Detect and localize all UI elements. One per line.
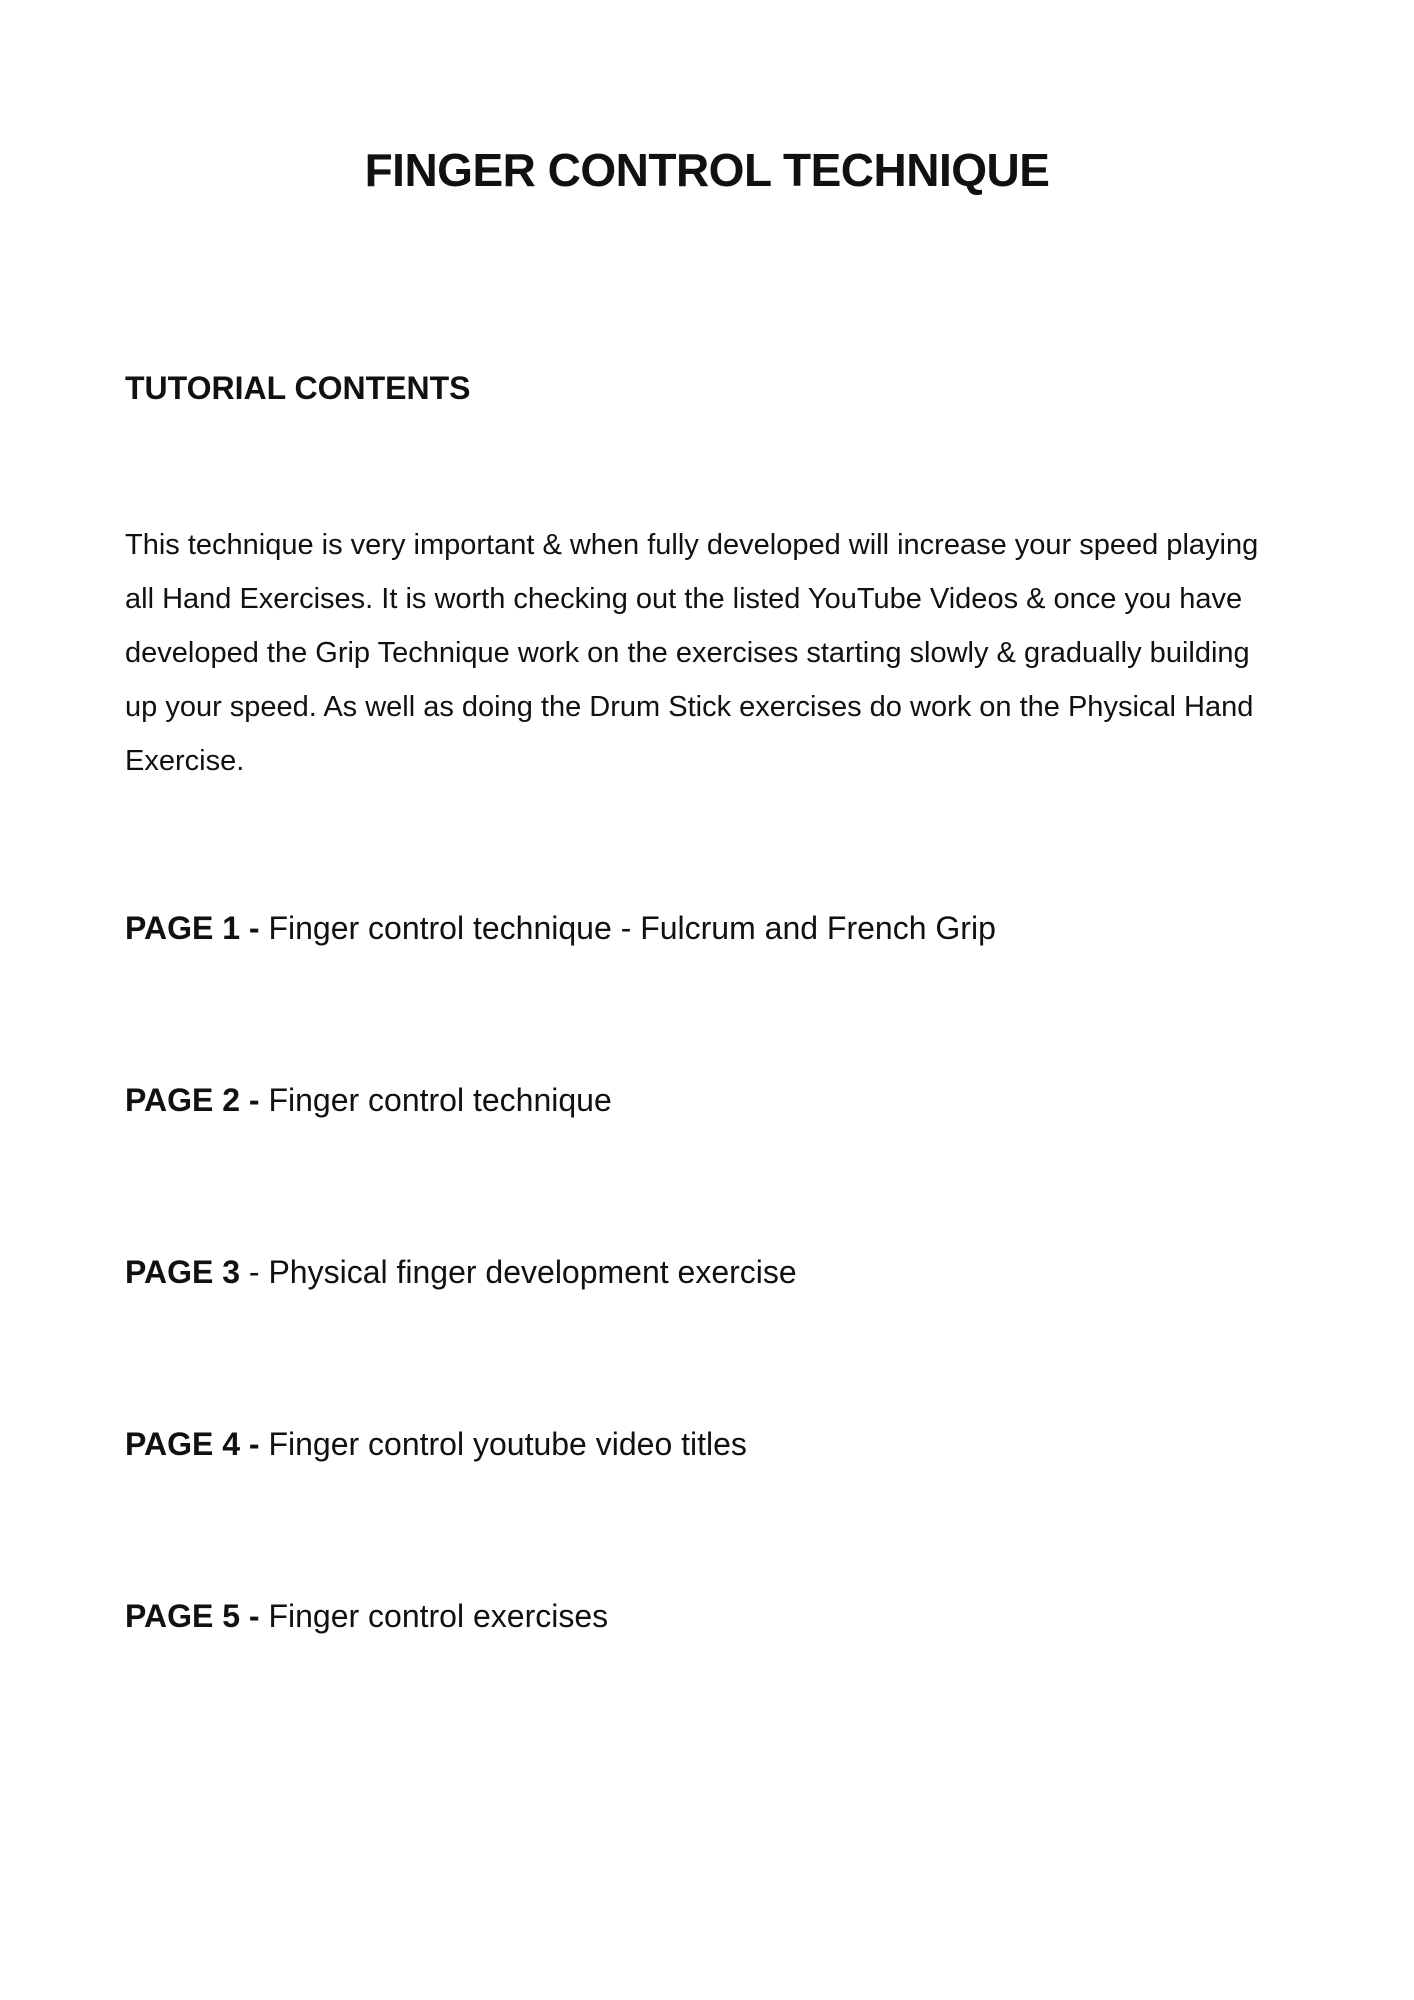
toc-page-label: PAGE 4 -	[125, 1426, 260, 1462]
toc-item-page-4	[125, 1424, 747, 1464]
toc-page-label: PAGE 2 -	[125, 1082, 260, 1118]
toc-item-text: Physical finger development exercise	[268, 1254, 797, 1290]
intro-paragraph: This technique is very important & when fully developed will increase your speed playing all Hand Exercises. It is worth checking out the listed YouTube Videos & once you have developed the Grip Technique work on the exercises starting slowly & gradually building up your speed. As well as doing the Drum Stick exercises do work on the Physical Hand Exercise.	[125, 529, 1259, 777]
toc-item-text: Finger control youtube video titles	[259, 1426, 747, 1462]
toc-item-page-3	[125, 1252, 797, 1292]
toc-item-text: Finger control technique - Fulcrum and French Grip	[259, 910, 996, 946]
toc-item-page-2	[125, 1080, 612, 1120]
toc-item-page-5	[125, 1596, 608, 1636]
document-title: FINGER CONTROL TECHNIQUE	[364, 144, 1050, 196]
toc-separator: -	[240, 1254, 269, 1290]
toc-page-label: PAGE 1 -	[125, 910, 260, 946]
section-heading: TUTORIAL CONTENTS	[125, 370, 471, 406]
toc-item-page-1	[125, 908, 996, 948]
toc-item-text: Finger control technique	[259, 1082, 612, 1118]
toc-page-label: PAGE 5 -	[125, 1598, 260, 1634]
toc-item-text: Finger control exercises	[259, 1598, 609, 1634]
toc-page-label: PAGE 3	[125, 1254, 240, 1290]
